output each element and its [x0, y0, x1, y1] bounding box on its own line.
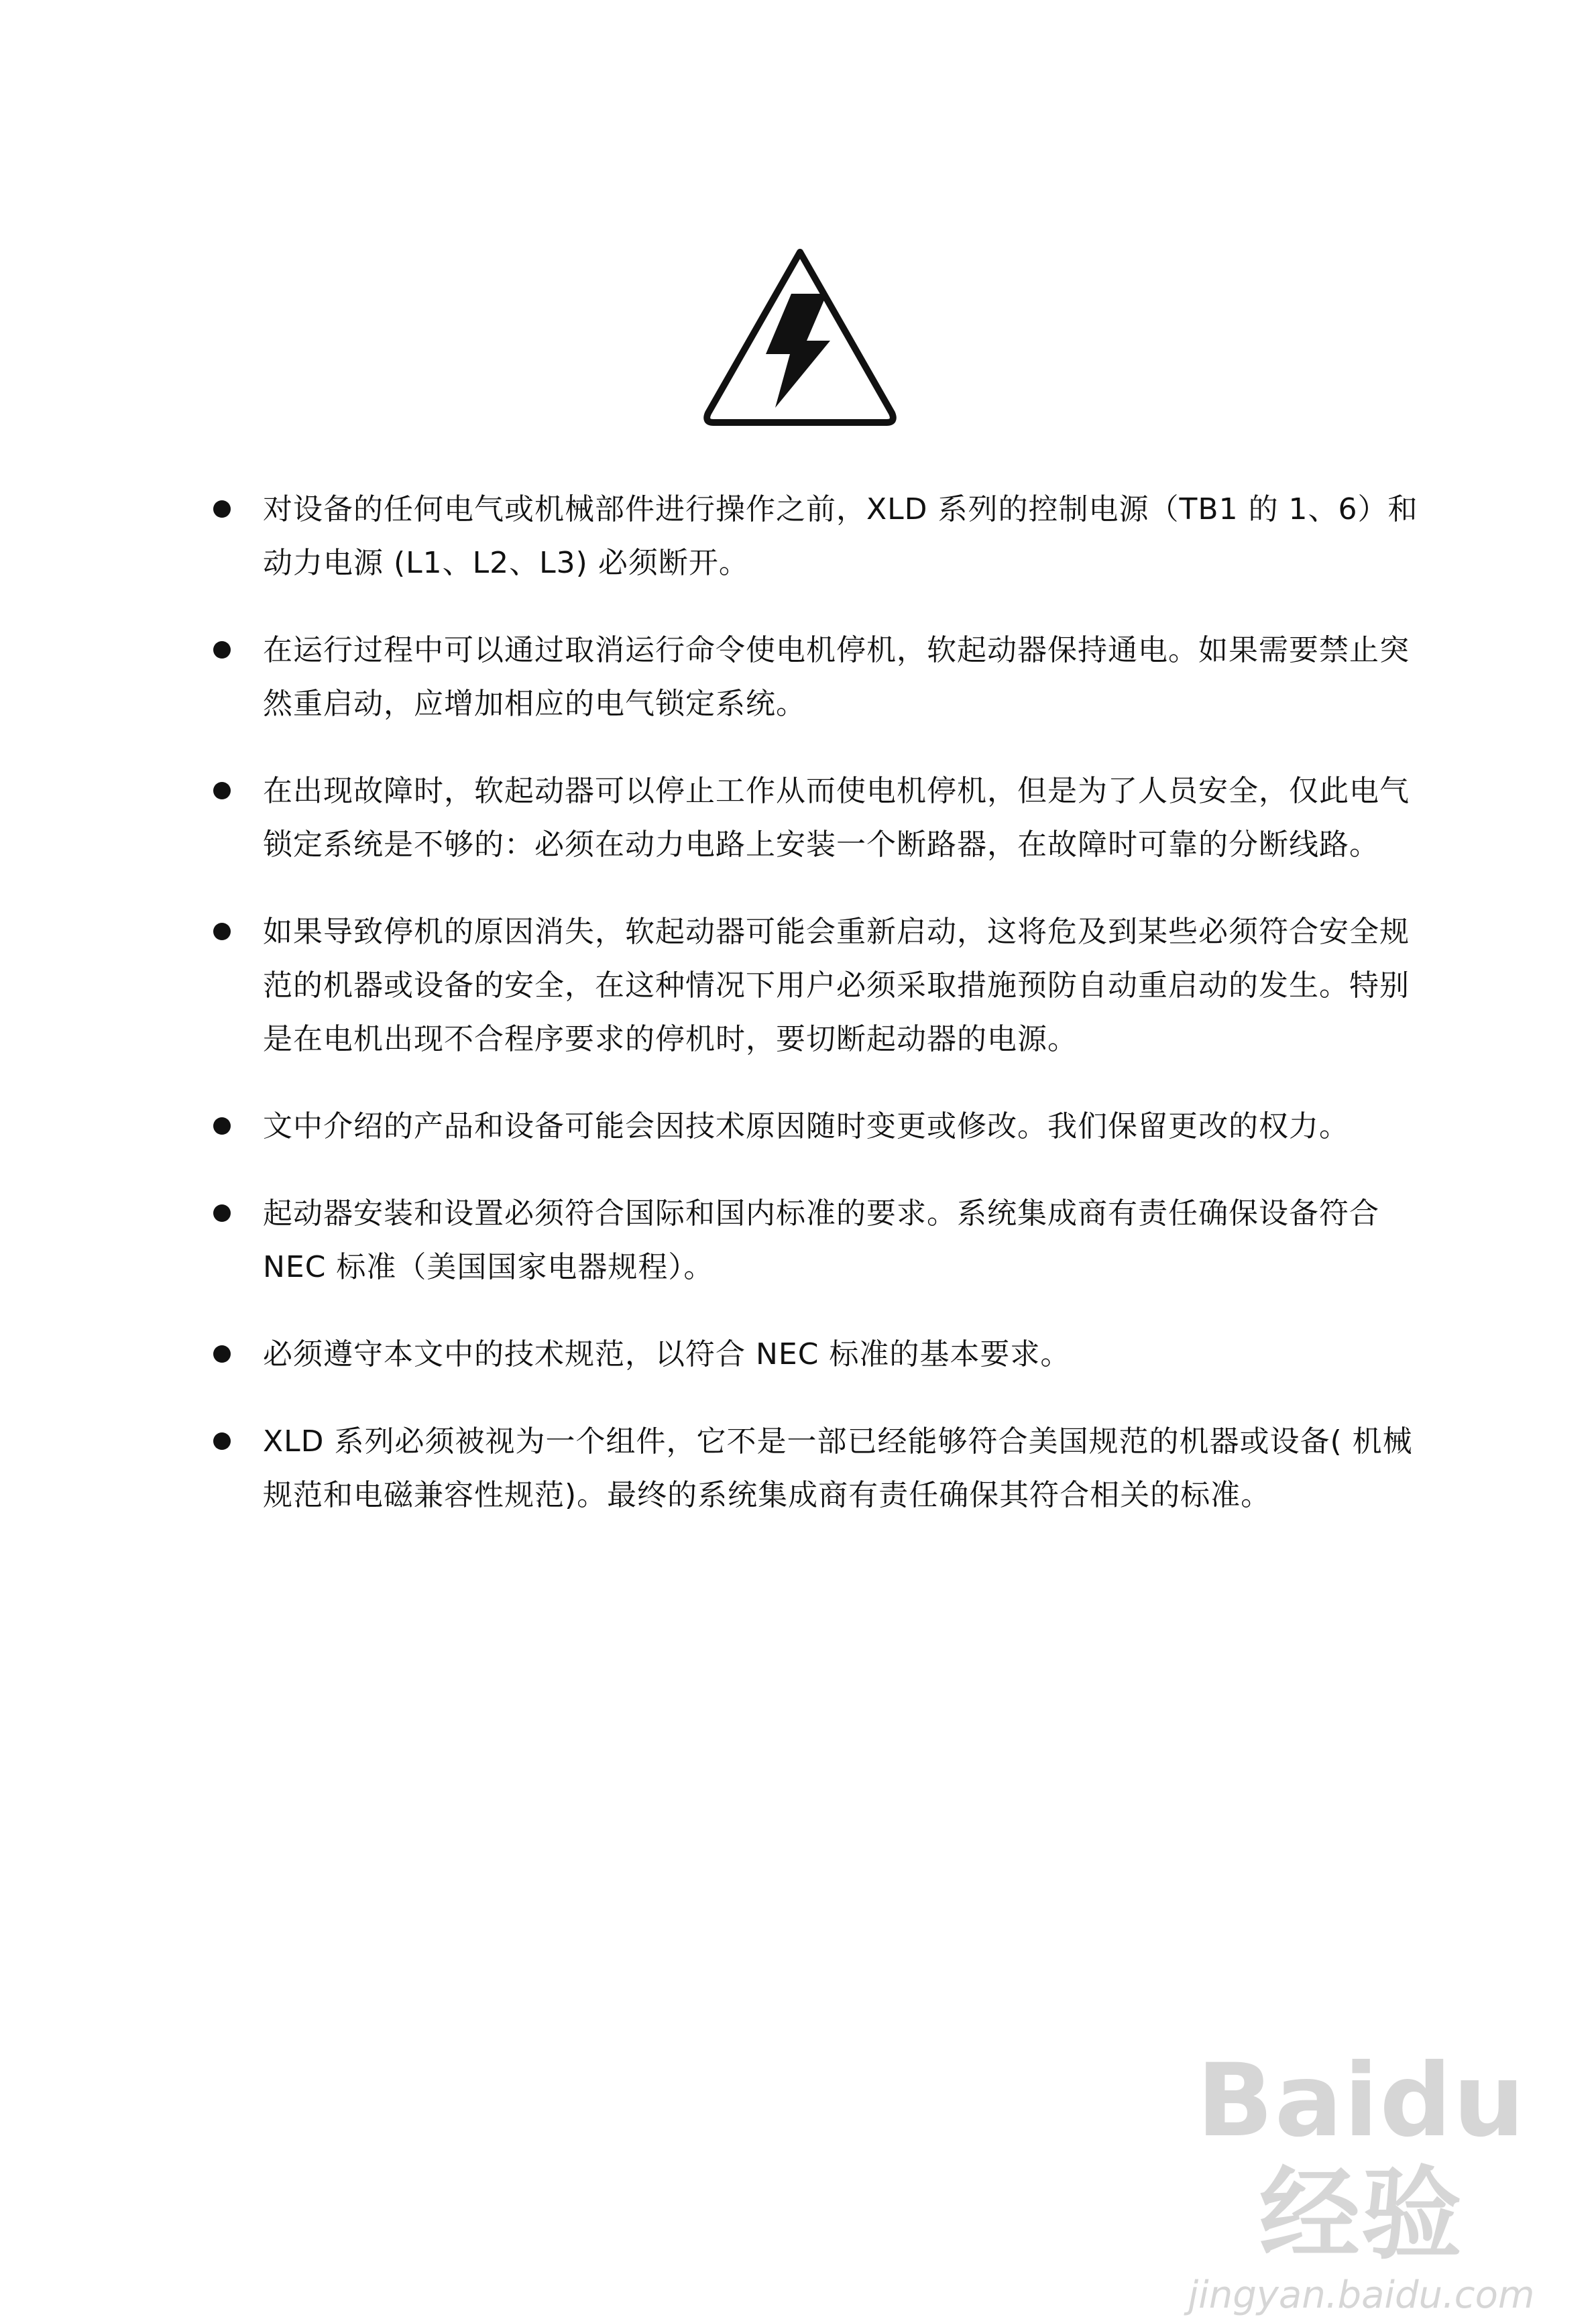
list-item	[201, 905, 1428, 1066]
list-item-text: 在运行过程中可以通过取消运行命令使电机停机，软起动器保持通电。如果需要禁止突然重启动，应增加相应的电气锁定系统。	[263, 633, 1410, 721]
list-item-text: 对设备的任何电气或机械部件进行操作之前，XLD 系列的控制电源（TB1 的 1、6）和动力电源 (L1、L2、L3) 必须断开。	[263, 492, 1418, 580]
bullet-icon	[213, 1432, 231, 1450]
list-item	[201, 1100, 1428, 1153]
bullet-icon	[213, 500, 231, 518]
list-item-text: 起动器安装和设置必须符合国际和国内标准的要求。系统集成商有责任确保设备符合 NEC 标准（美国国家电器规程）。	[263, 1196, 1379, 1284]
list-item	[201, 765, 1428, 872]
list-item-text: XLD 系列必须被视为一个组件，它不是一部已经能够符合美国规范的机器或设备( 机械规范和电磁兼容性规范)。最终的系统集成商有责任确保其符合相关的标准。	[263, 1424, 1413, 1512]
warning-triangle-svg	[696, 240, 904, 435]
bullet-icon	[213, 1345, 231, 1363]
list-item	[201, 1415, 1428, 1522]
watermark-url: jingyan.baidu.com	[1188, 2273, 1535, 2317]
bullet-icon	[213, 923, 231, 940]
list-item-text: 如果导致停机的原因消失，软起动器可能会重新启动，这将危及到某些必须符合安全规范的机器或设备的安全，在这种情况下用户必须采取措施预防自动重启动的发生。特别是在电机出现不合程序要求的停机时，要切断起动器的电源。	[263, 915, 1410, 1056]
list-item	[201, 483, 1428, 590]
bullet-icon	[213, 782, 231, 799]
list-item-text: 必须遵守本文中的技术规范，以符合 NEC 标准的基本要求。	[263, 1337, 1071, 1371]
high-voltage-warning-icon	[696, 240, 904, 435]
list-item-text: 文中介绍的产品和设备可能会因技术原因随时变更或修改。我们保留更改的权力。	[263, 1109, 1349, 1143]
bullet-icon	[213, 641, 231, 659]
safety-notes-list	[201, 483, 1428, 1556]
bullet-icon	[213, 1117, 231, 1135]
list-item	[201, 624, 1428, 731]
list-item	[201, 1328, 1428, 1381]
list-item-text: 在出现故障时，软起动器可以停止工作从而使电机停机，但是为了人员安全，仅此电气锁定系统是不够的：必须在动力电路上安装一个断路器，在故障时可靠的分断线路。	[263, 774, 1410, 862]
baidu-jingyan-watermark	[1174, 2043, 1549, 2317]
bullet-icon	[213, 1204, 231, 1222]
list-item	[201, 1187, 1428, 1294]
watermark-logo: Baidu经验	[1196, 2043, 1526, 2273]
